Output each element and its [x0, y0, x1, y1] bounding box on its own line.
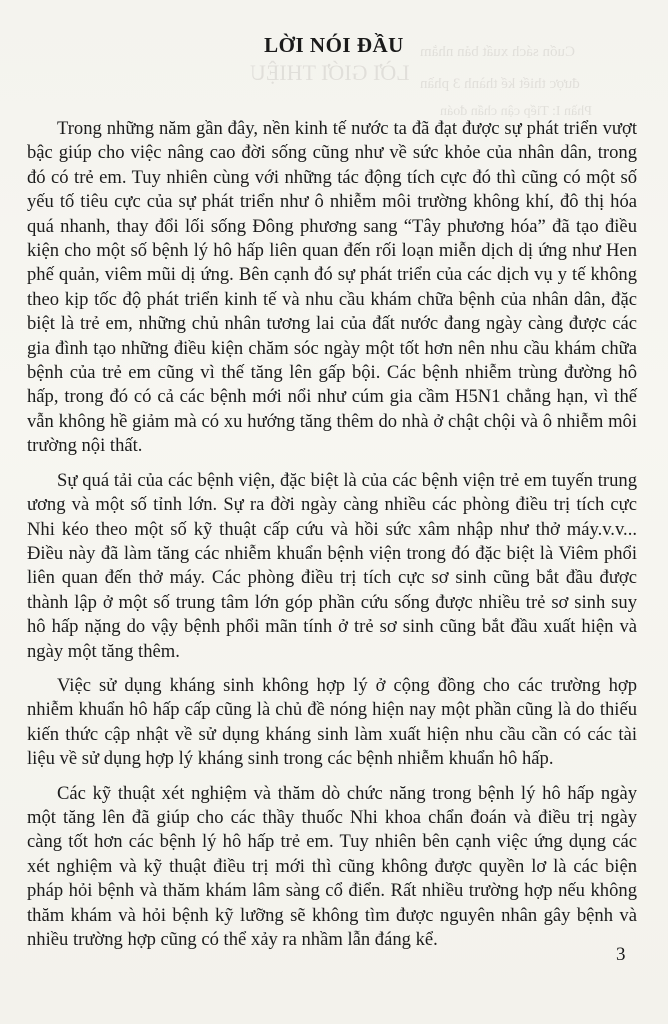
page-title: LỜI NÓI ĐẦU	[264, 33, 404, 57]
paragraph: Trong những năm gần đây, nền kinh tế nước ta đã đạt được sự phát triển vượt bậc giúp cho việc nâng cao đời sống cũng như về sức khỏe của nhân dân, trong đó có trẻ em. Tuy nhiên cùng với những tác động tích cực đó thì cũng có một số yếu tố tiêu cực của sự phát triển như ô nhiễm môi trường không khí, đô thị hóa quá nhanh, thay đổi lối sống Đông phương sang “Tây phương hóa” đã tạo điều kiện cho một số bệnh lý hô hấp liên quan đến rối loạn miễn dịch dị ứng như Hen phế quản, viêm mũi dị ứng. Bên cạnh đó sự phát triển của các dịch vụ y tế không theo kịp tốc độ phát triển kinh tế và nhu cầu khám chữa bệnh của nhân dân, đặc biệt là trẻ em, những chủ nhân tương lai của đất nước đang ngày càng được các gia đình tạo những điều kiện chăm sóc ngày một tốt hơn nên nhu cầu khám chữa bệnh của trẻ em cũng vì thế tăng lên gấp bội. Các bệnh nhiễm trùng đường hô hấp, trong đó có cả các bệnh mới nổi như cúm gia cầm H5N1 chẳng hạn, vì thế vẫn không hề giảm mà có xu hướng tăng thêm do nhà ở chật chội và ô nhiễm môi trường nội thất.	[27, 118, 637, 457]
bleed-through-text: Phần I: Tiếp cận chẩn đoán	[440, 104, 593, 119]
paragraph: Các kỹ thuật xét nghiệm và thăm dò chức năng trong bệnh lý hô hấp ngày một tăng lên đã giúp cho các thầy thuốc Nhi khoa chẩn đoán và điều trị ngày càng tốt hơn các bệnh lý hô hấp trẻ em. Tuy nhiên bên cạnh việc ứng dụng các xét nghiệm và kỹ thuật điều trị mới thì cũng không được quyền lơ là các biện pháp hỏi bệnh và thăm khám lâm sàng cổ điển. Rất nhiều trường hợp nếu không thăm khám và hỏi bệnh kỹ lưỡng sẽ không tìm được nguyên nhân gây bệnh và nhiều trường hợp cũng có thể xảy ra nhầm lẫn đáng kể.	[27, 782, 637, 950]
bleed-through-heading: LỜI GIỚI THIỆU	[250, 60, 410, 85]
paragraph: Việc sử dụng kháng sinh không hợp lý ở cộng đồng cho các trường hợp nhiễm khuẩn hô hấp cấp cũng là chủ đề nóng hiện nay một phần cũng là do thiếu kiến thức cập nhật về sử dụng kháng sinh làm xuất hiện nhu cầu cần có các tài liệu về sử dụng hợp lý kháng sinh trong các bệnh nhiễm khuẩn hô hấp.	[27, 674, 637, 770]
paragraph: Sự quá tải của các bệnh viện, đặc biệt là của các bệnh viện trẻ em tuyến trung ương và một số tỉnh lớn. Sự ra đời ngày càng nhiều các phòng điều trị tích cực Nhi kéo theo một số kỹ thuật cấp cứu và hồi sức xâm nhập như thở máy.v.v... Điều này đã làm tăng các nhiễm khuẩn bệnh viện trong đó đặc biệt là Viêm phổi liên quan đến thở máy. Các phòng điều trị tích cực sơ sinh cũng bắt đầu được thành lập ở một số trung tâm lớn góp phần cứu sống được nhiều trẻ sơ sinh suy hô hấp nặng do vậy bệnh phổi mãn tính ở trẻ sơ sinh cũng bắt đầu xuất hiện và ngày một tăng thêm.	[27, 469, 637, 662]
bleed-through-text: được thiết kế thành 3 phần	[420, 76, 580, 92]
body-text	[27, 117, 637, 962]
page-number: 3	[616, 944, 626, 965]
bleed-through-text: Cuốn sách xuất bản nhằm	[420, 44, 575, 60]
